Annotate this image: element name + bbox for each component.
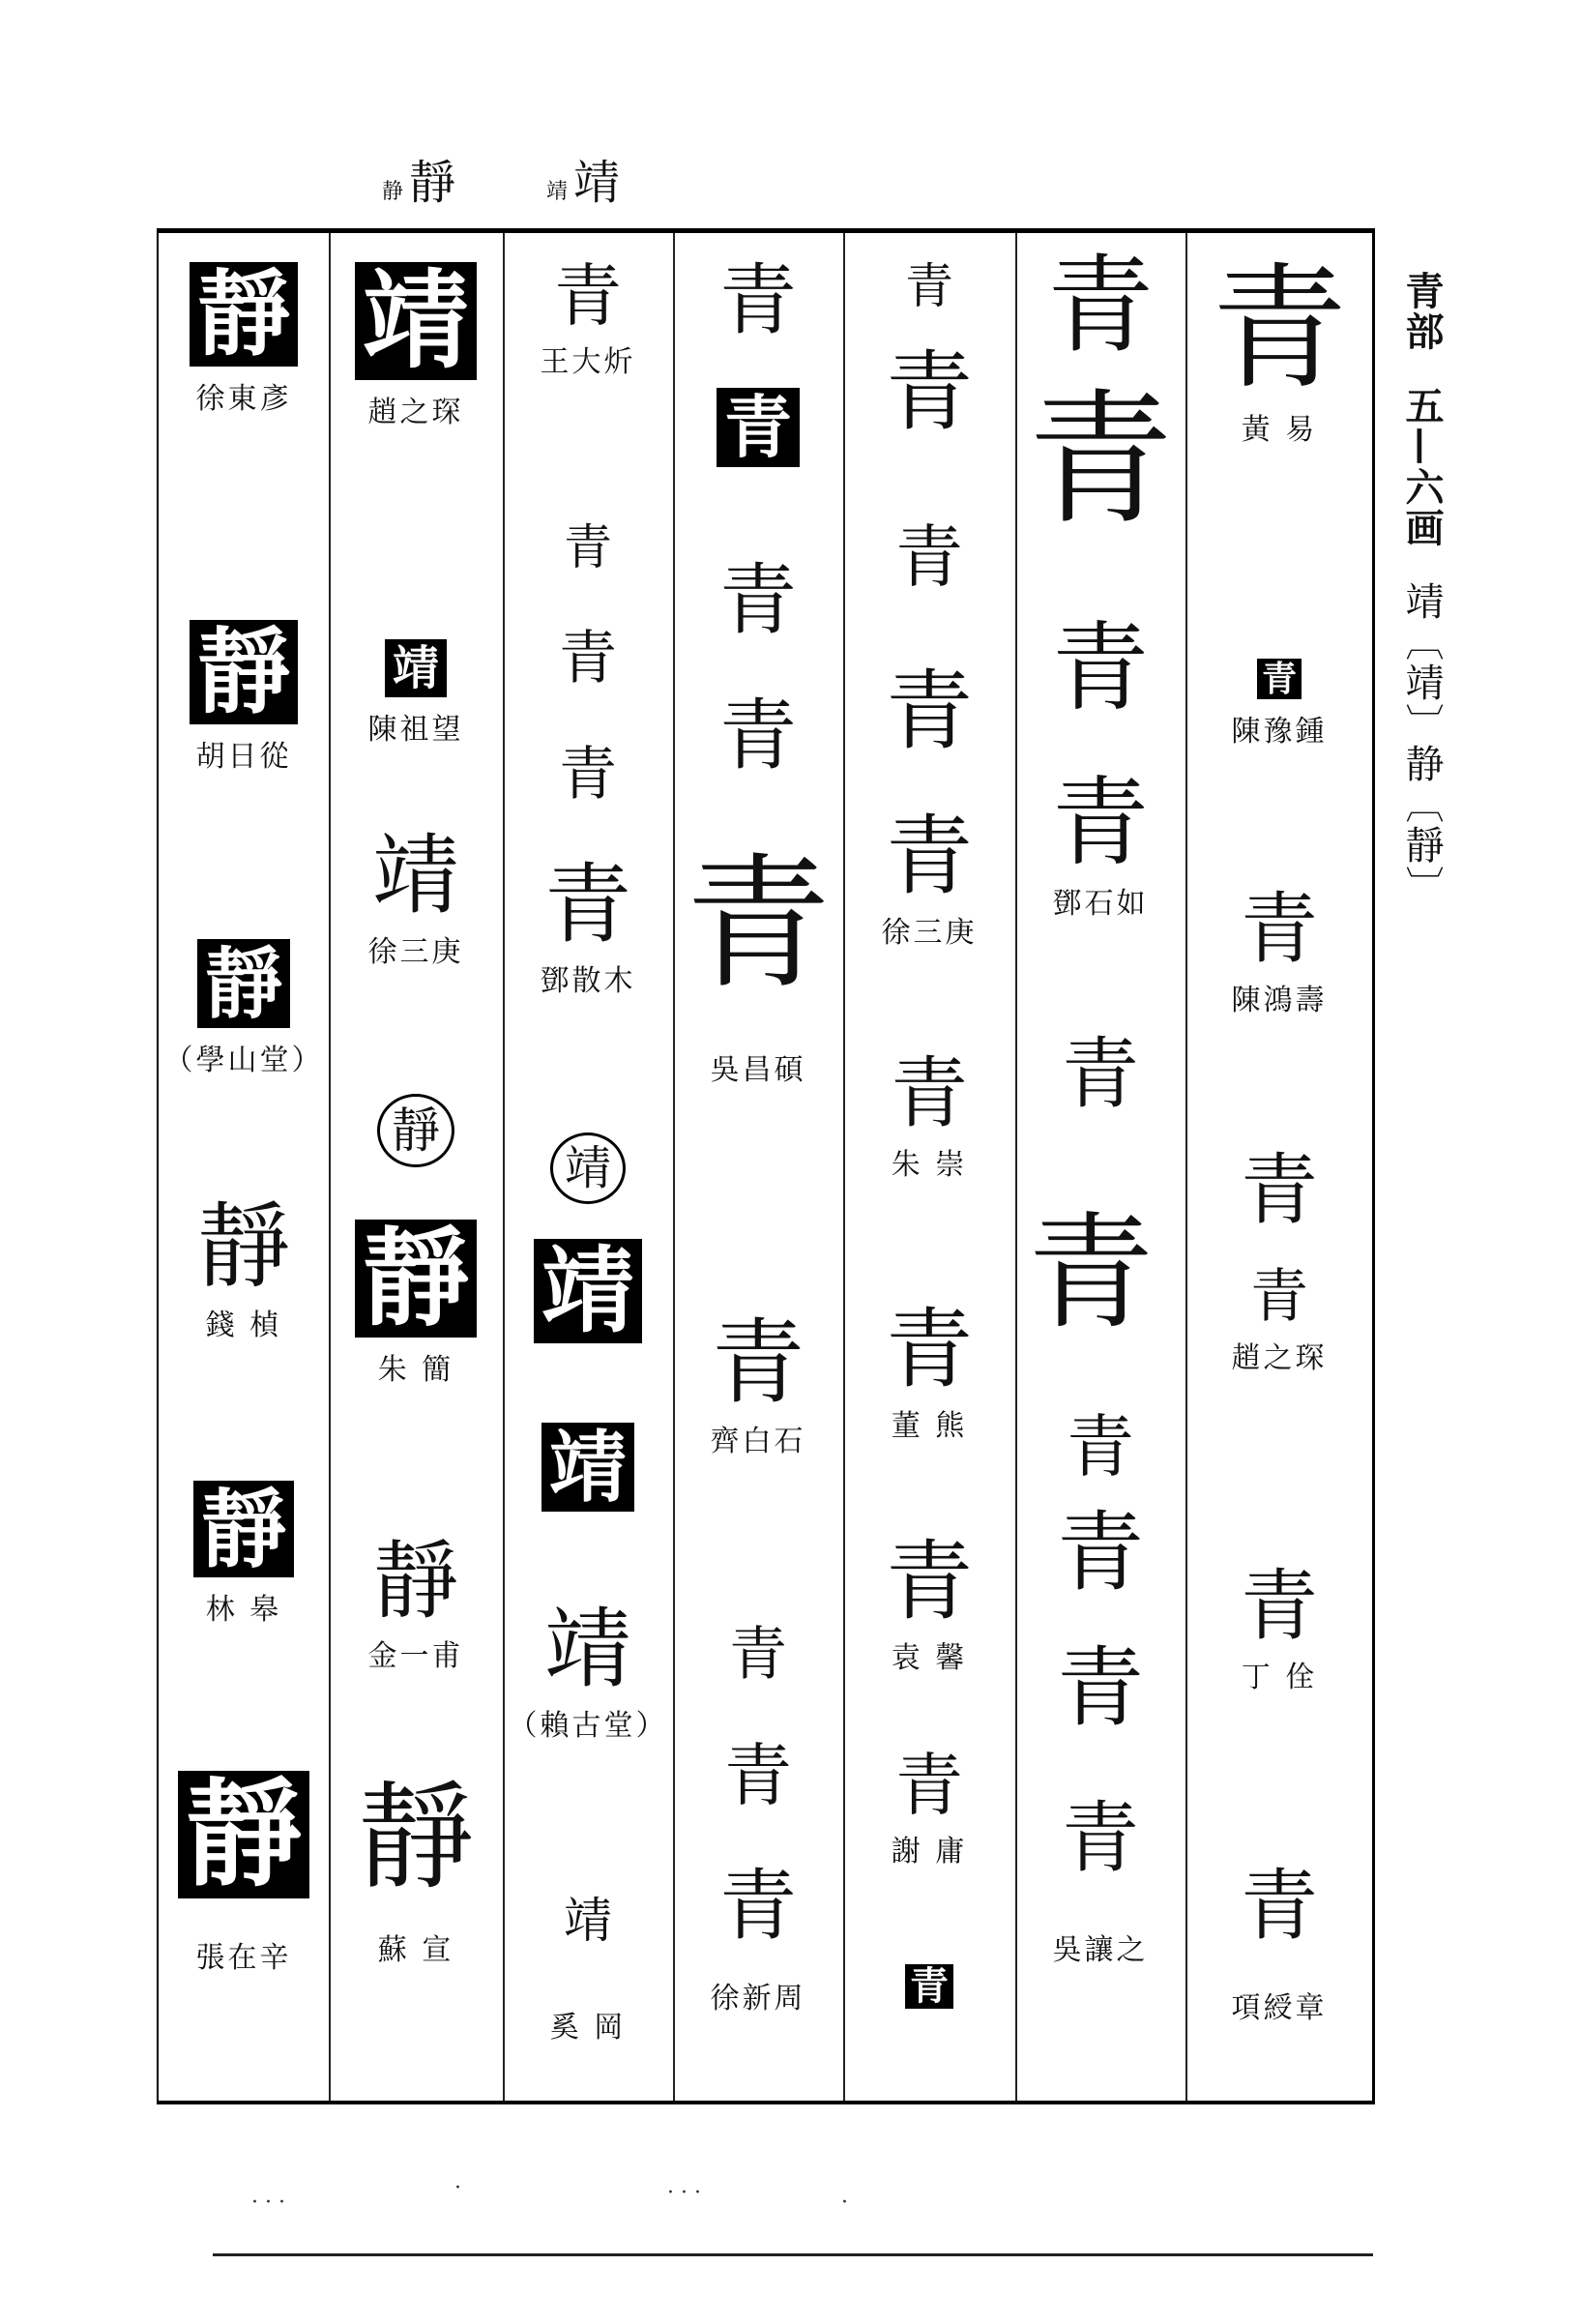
- seal-entry: [1015, 1637, 1185, 1739]
- seal-entry: [1185, 1861, 1373, 2026]
- seal-glyph: 青: [1241, 884, 1318, 974]
- column-6: [1015, 233, 1185, 2101]
- stroke-range-label: 五—六画: [1399, 385, 1445, 548]
- seal-glyph: 青: [719, 255, 797, 345]
- characters-label: 靖〔靖〕静〔靜〕: [1399, 581, 1444, 907]
- seal-entry: [1015, 1793, 1185, 1968]
- seal-glyph: 青: [891, 1048, 968, 1138]
- artist-name: 王大炘: [540, 345, 636, 379]
- seal-entry: [503, 625, 673, 692]
- seal-entry: [843, 341, 1015, 443]
- seal-glyph: 青: [1047, 244, 1154, 368]
- seal-entry: [159, 1192, 329, 1343]
- seal-glyph: 青: [886, 806, 973, 907]
- artist-name: 陳祖望: [367, 713, 464, 747]
- seal-entry: [1015, 766, 1185, 922]
- seal-glyph: 靜: [190, 262, 298, 367]
- seal-glyph: 靜: [178, 1771, 309, 1898]
- section-side-label: [1392, 271, 1450, 906]
- artist-name: 黃 易: [1241, 413, 1318, 447]
- seal-entry: [843, 1048, 1015, 1183]
- artist-name: 吳昌碩: [710, 1053, 806, 1087]
- seal-glyph: 青: [886, 661, 973, 762]
- seal-glyph: 青: [905, 258, 953, 314]
- seal-entry: [1185, 884, 1373, 1018]
- seal-entry: [503, 1133, 673, 1204]
- seal-glyph: 青: [1062, 1793, 1139, 1883]
- seal-entry: [673, 388, 843, 467]
- seal-entry: [673, 840, 843, 1088]
- artist-name: 金一甫: [367, 1639, 464, 1673]
- seal-entry: [503, 256, 673, 380]
- artist-name: 齊白石: [710, 1425, 806, 1458]
- seal-entry: [503, 519, 673, 575]
- seal-glyph: 靜: [197, 1192, 290, 1301]
- seal-entry: [159, 939, 329, 1078]
- header-small-char: 静: [382, 180, 406, 204]
- seal-entry: [1015, 611, 1185, 724]
- seal-glyph: 青: [724, 1736, 792, 1815]
- seal-glyph: 靜: [197, 939, 290, 1028]
- seal-entry: [673, 255, 843, 345]
- seal-entry: [1185, 1561, 1373, 1695]
- artist-name: 項綬章: [1231, 1991, 1328, 2025]
- seal-glyph: 青: [717, 388, 800, 467]
- seal-entry: [329, 825, 503, 970]
- seal-entry: [1015, 1199, 1185, 1346]
- artist-name: 趙之琛: [1231, 1341, 1328, 1375]
- seal-glyph: 青: [1211, 250, 1347, 408]
- artist-name: 徐三庚: [881, 916, 978, 950]
- seal-entry: [329, 1094, 503, 1167]
- seal-entry: [329, 1216, 503, 1388]
- artist-name: 吳讓之: [1052, 1933, 1149, 1967]
- seal-glyph: 青: [886, 1531, 973, 1633]
- artist-name: 奚 岡: [549, 2011, 627, 2045]
- artist-name: 徐三庚: [367, 935, 464, 969]
- artist-name: 董 熊: [891, 1409, 968, 1443]
- seal-glyph: 青: [685, 840, 831, 1009]
- seal-glyph: 靖: [564, 1893, 612, 1949]
- seal-glyph: 青: [1057, 1502, 1144, 1603]
- seal-entry: [1015, 1407, 1185, 1486]
- seal-glyph: 靖: [534, 1239, 642, 1343]
- artist-name: 張在辛: [195, 1941, 292, 1975]
- seal-entry: [843, 517, 1015, 597]
- seal-glyph: 青: [1027, 1199, 1154, 1346]
- artist-name: （學山堂）: [163, 1044, 324, 1077]
- seal-entry: [673, 555, 843, 645]
- seal-entry: [503, 741, 673, 809]
- seal-glyph: 青: [1241, 1561, 1318, 1651]
- header-big-char: 靖: [573, 156, 623, 210]
- column-1: [159, 233, 329, 2101]
- seal-glyph: 青: [1057, 1637, 1144, 1739]
- seal-glyph: 青: [1052, 611, 1149, 724]
- seal-glyph: 青: [719, 1861, 797, 1951]
- artist-name: 鄧散木: [540, 964, 636, 998]
- seal-glyph: 靖: [550, 1133, 626, 1204]
- seal-entry: [1015, 244, 1185, 368]
- seal-entry: [673, 1861, 843, 2016]
- seal-glyph: 靜: [358, 1771, 474, 1905]
- seal-glyph: 靜: [377, 1094, 454, 1167]
- seal-entry: [843, 258, 1015, 314]
- artist-name: 鄧石如: [1052, 887, 1149, 921]
- seal-glyph: 青: [719, 555, 797, 645]
- scan-speck: · · ·: [667, 2181, 701, 2205]
- seal-glyph: 青: [712, 1309, 805, 1417]
- seal-entry: [503, 1599, 673, 1744]
- seal-entry: [503, 1236, 673, 1345]
- seal-entry: [159, 1481, 329, 1628]
- artist-name: 朱 簡: [377, 1353, 454, 1387]
- seal-entry: [843, 1746, 1015, 1869]
- column-2: [329, 233, 503, 2101]
- seal-glyph: 青: [1241, 1145, 1318, 1235]
- seal-table: [157, 228, 1375, 2104]
- artist-name: （賴古堂）: [508, 1709, 668, 1743]
- seal-glyph: 青: [559, 625, 617, 692]
- seal-glyph: 靜: [372, 1531, 458, 1631]
- artist-name: 謝 庸: [891, 1835, 968, 1868]
- artist-name: 徐新周: [710, 1982, 806, 2015]
- artist-name: 胡日從: [195, 740, 292, 774]
- seal-entry: [843, 1299, 1015, 1444]
- seal-entry: [843, 806, 1015, 951]
- seal-glyph: 青: [895, 1746, 963, 1825]
- seal-glyph: 青: [895, 517, 963, 597]
- seal-entry: [329, 1771, 503, 1968]
- column-7: [1185, 233, 1373, 2101]
- seal-entry: [503, 854, 673, 999]
- seal-entry: [1185, 1145, 1373, 1235]
- seal-glyph: 青: [1241, 1861, 1318, 1951]
- seal-entry: [1185, 250, 1373, 448]
- seal-entry: [1185, 659, 1373, 750]
- seal-entry: [329, 258, 503, 430]
- artist-name: 林 皋: [205, 1593, 282, 1627]
- seal-glyph: 青: [1062, 1029, 1139, 1119]
- seal-glyph: 靜: [190, 620, 298, 724]
- radical-label: 青部: [1399, 271, 1445, 352]
- seal-entry: [329, 639, 503, 748]
- seal-glyph: 靖: [372, 825, 459, 927]
- artist-name: 朱 崇: [891, 1148, 968, 1182]
- seal-entry: [159, 259, 329, 417]
- seal-glyph: 青: [564, 519, 612, 575]
- bottom-rule: [213, 2253, 1373, 2256]
- seal-glyph: 青: [886, 341, 973, 443]
- seal-entry: [159, 617, 329, 775]
- seal-glyph: 靖: [385, 639, 447, 697]
- seal-entry: [673, 691, 843, 780]
- seal-glyph: 青: [1052, 766, 1149, 879]
- column-4: [673, 233, 843, 2101]
- seal-glyph: 青: [905, 1964, 953, 2009]
- seal-glyph: 靜: [193, 1481, 294, 1577]
- artist-name: 趙之琛: [367, 396, 464, 429]
- seal-entry: [329, 1531, 503, 1674]
- seal-glyph: 靖: [541, 1423, 634, 1512]
- seal-entry: [673, 1309, 843, 1459]
- seal-glyph: 靖: [544, 1599, 631, 1700]
- seal-entry: [1015, 1029, 1185, 1119]
- column-3: [503, 233, 673, 2101]
- seal-glyph: 青: [729, 1621, 787, 1689]
- scan-speck: · · ·: [251, 2191, 285, 2215]
- seal-entry: [1185, 1263, 1373, 1376]
- header-char-jing-peace: [546, 145, 622, 212]
- scan-speck: ·: [841, 2191, 848, 2215]
- seal-entry: [159, 1766, 329, 1976]
- artist-name: 丁 佺: [1241, 1661, 1318, 1694]
- seal-glyph: 青: [554, 256, 622, 336]
- seal-entry: [503, 1423, 673, 1512]
- seal-glyph: 青: [1257, 659, 1302, 699]
- seal-glyph: 青: [886, 1299, 973, 1400]
- seal-glyph: 青: [559, 741, 617, 809]
- seal-glyph: 靜: [355, 1220, 477, 1338]
- scan-speck: ·: [454, 2176, 461, 2200]
- seal-entry: [1015, 376, 1185, 544]
- artist-name: 蘇 宣: [377, 1933, 454, 1967]
- seal-glyph: 青: [1027, 376, 1173, 544]
- seal-glyph: 青: [1250, 1263, 1308, 1331]
- artist-name: 袁 馨: [891, 1641, 968, 1675]
- seal-glyph: 青: [719, 691, 797, 780]
- seal-entry: [673, 1736, 843, 1815]
- seal-glyph: 青: [1067, 1407, 1134, 1486]
- artist-name: 徐東彥: [195, 382, 292, 416]
- seal-glyph: 靖: [355, 262, 477, 380]
- seal-entry: [843, 1531, 1015, 1676]
- header-small-char: 靖: [546, 180, 571, 204]
- artist-name: 錢 楨: [205, 1309, 282, 1342]
- artist-name: 陳豫鍾: [1231, 715, 1328, 749]
- seal-glyph: 青: [544, 854, 631, 956]
- seal-entry: [843, 661, 1015, 762]
- artist-name: 陳鴻壽: [1231, 984, 1328, 1017]
- seal-entry: [843, 1964, 1015, 2009]
- header-char-jing-quiet: [382, 145, 457, 212]
- seal-entry: [503, 1893, 673, 2045]
- seal-entry: [1015, 1502, 1185, 1603]
- header-big-char: 靜: [409, 156, 458, 210]
- column-5: [843, 233, 1015, 2101]
- seal-entry: [673, 1621, 843, 1689]
